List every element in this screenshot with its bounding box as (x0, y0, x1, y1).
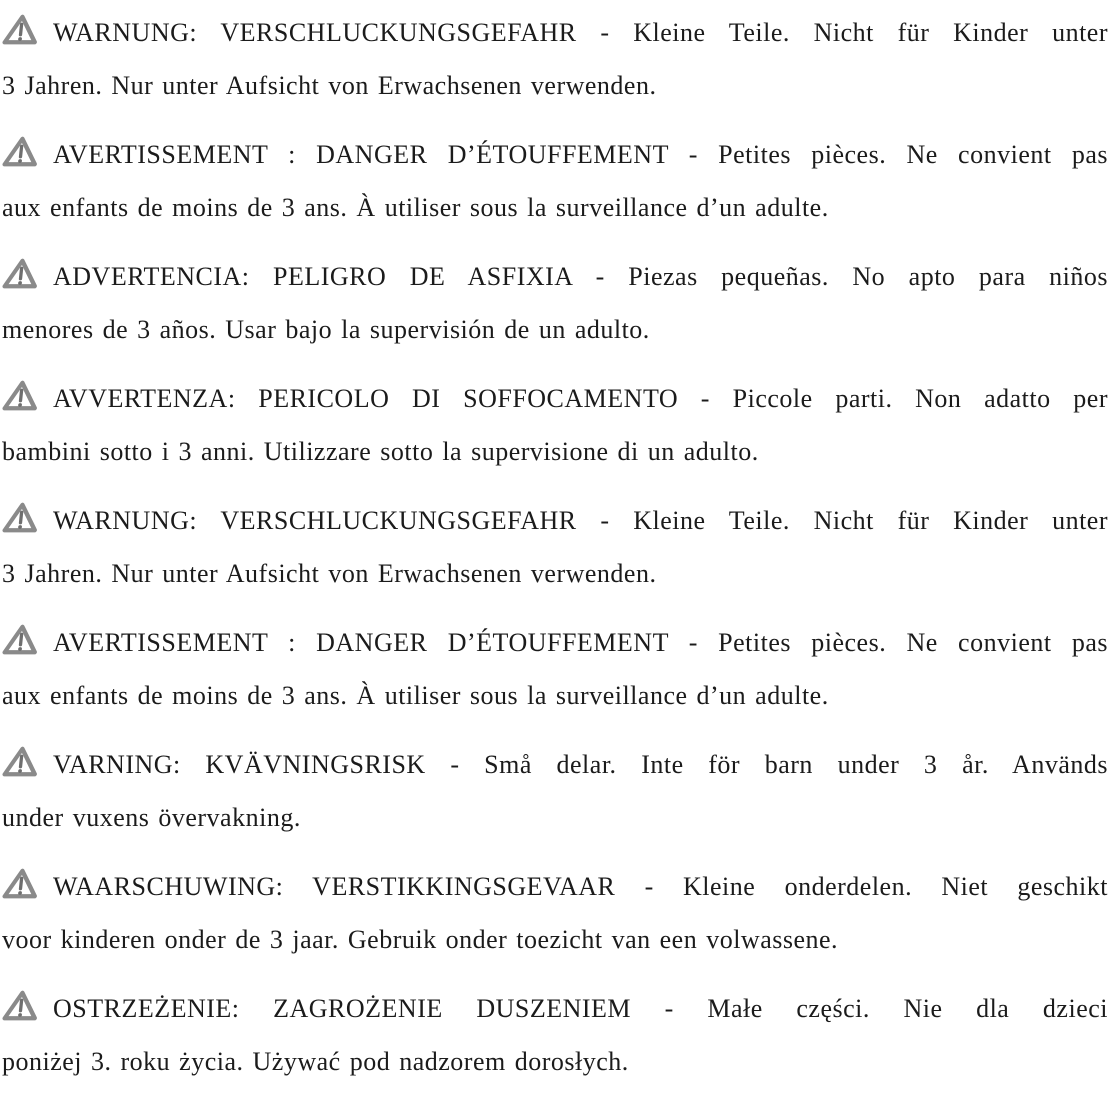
warning-text-line1: ADVERTENCIA: PELIGRO DE ASFIXIA - Piezas pequeñas. No apto para niños (53, 262, 1108, 291)
warning-text-line1: AVVERTENZA: PERICOLO DI SOFFOCAMENTO - Piccole parti. Non adatto per (53, 384, 1108, 413)
warning-paragraph-french (2, 128, 1108, 234)
warning-paragraph-spanish (2, 250, 1108, 356)
warning-triangle-icon (2, 379, 42, 413)
warning-triangle-icon (2, 989, 42, 1023)
warning-text-line1: WARNUNG: VERSCHLUCKUNGSGEFAHR - Kleine Teile. Nicht für Kinder unter (53, 506, 1108, 535)
warning-text-line1: AVERTISSEMENT : DANGER D’ÉTOUFFEMENT - Petites pièces. Ne convient pas (53, 140, 1108, 169)
warning-triangle-icon (2, 745, 42, 779)
warning-triangle-icon (2, 867, 42, 901)
warning-text-line1: VARNING: KVÄVNINGSRISK - Små delar. Inte för barn under 3 år. Används (53, 750, 1108, 779)
warning-paragraph-dutch (2, 860, 1108, 966)
warning-text-line2: aux enfants de moins de 3 ans. À utiliser sous la surveillance d’un adulte. (2, 681, 829, 710)
warning-text-line1: AVERTISSEMENT : DANGER D’ÉTOUFFEMENT - Petites pièces. Ne convient pas (53, 628, 1108, 657)
warning-text-line2: bambini sotto i 3 anni. Utilizzare sotto la supervisione di un adulto. (2, 437, 759, 466)
warning-paragraph-polish (2, 982, 1108, 1088)
warning-triangle-icon (2, 623, 42, 657)
warning-paragraph-italian (2, 372, 1108, 478)
warning-text-line1: OSTRZEŻENIE: ZAGROŻENIE DUSZENIEM - Małe części. Nie dla dzieci (53, 994, 1108, 1023)
warning-text-line1: WARNUNG: VERSCHLUCKUNGSGEFAHR - Kleine Teile. Nicht für Kinder unter (53, 18, 1108, 47)
warning-paragraph-german-2 (2, 494, 1108, 600)
warning-triangle-icon (2, 13, 42, 47)
warning-text-line2: voor kinderen onder de 3 jaar. Gebruik onder toezicht van een volwassene. (2, 925, 839, 954)
warning-triangle-icon (2, 135, 42, 169)
warning-text-line1: WAARSCHUWING: VERSTIKKINGSGEVAAR - Kleine onderdelen. Niet geschikt (53, 872, 1108, 901)
warning-paragraph-french-2 (2, 616, 1108, 722)
warning-triangle-icon (2, 257, 42, 291)
warning-paragraph-swedish (2, 738, 1108, 844)
warning-triangle-icon (2, 501, 42, 535)
warning-text-line2: 3 Jahren. Nur unter Aufsicht von Erwachsenen verwenden. (2, 71, 657, 100)
warning-paragraph-german (2, 6, 1108, 112)
warning-text-line2: menores de 3 años. Usar bajo la supervisión de un adulto. (2, 315, 650, 344)
warning-text-line2: poniżej 3. roku życia. Używać pod nadzorem dorosłych. (2, 1047, 629, 1076)
warning-text-line2: 3 Jahren. Nur unter Aufsicht von Erwachsenen verwenden. (2, 559, 657, 588)
warning-text-line2: under vuxens övervakning. (2, 803, 301, 832)
warning-text-line2: aux enfants de moins de 3 ans. À utiliser sous la surveillance d’un adulte. (2, 193, 829, 222)
